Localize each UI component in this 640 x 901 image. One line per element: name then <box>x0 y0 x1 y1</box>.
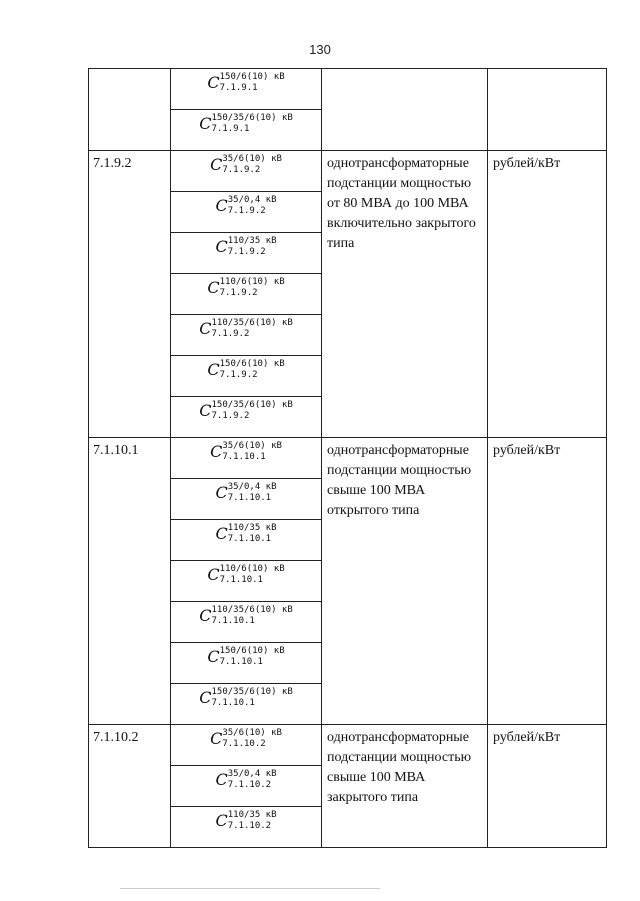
formula-cell <box>171 643 322 684</box>
rate-formula <box>199 113 293 135</box>
formula-scripts <box>222 154 282 176</box>
rate-formula <box>215 810 276 832</box>
formula-cell <box>171 684 322 725</box>
item-description: однотрансформаторные подстанции мощностью свыше 100 МВА закрытого типа <box>322 725 488 848</box>
formula-symbol: C <box>210 729 223 748</box>
formula-cell <box>171 151 322 192</box>
formula-symbol: C <box>207 278 220 297</box>
formula-subscript: 7.1.9.2 <box>227 206 266 216</box>
item-code <box>89 69 171 151</box>
item-description: однотрансформаторные подстанции мощностью от 80 МВА до 100 МВА включительно закрытого типа <box>322 151 488 438</box>
formula-subscript: 7.1.9.1 <box>211 124 250 134</box>
formula-superscript: 110/35 кВ <box>227 236 277 246</box>
formula-superscript: 110/35/6(10) кВ <box>211 318 293 328</box>
formula-symbol: C <box>215 524 228 543</box>
item-unit: рублей/кВт <box>488 725 607 848</box>
formula-subscript: 7.1.9.2 <box>219 370 258 380</box>
formula-subscript: 7.1.9.2 <box>222 165 261 175</box>
formula-subscript: 7.1.10.1 <box>227 534 272 544</box>
formula-subscript: 7.1.9.2 <box>211 329 250 339</box>
formula-symbol: C <box>215 237 228 256</box>
rate-formula <box>199 400 293 422</box>
formula-superscript: 35/6(10) кВ <box>222 728 282 738</box>
formula-symbol: C <box>210 155 223 174</box>
formula-scripts <box>222 441 282 463</box>
formula-superscript: 150/35/6(10) кВ <box>211 113 293 123</box>
formula-scripts <box>228 195 277 217</box>
formula-superscript: 35/0,4 кВ <box>227 195 277 205</box>
item-code: 7.1.9.2 <box>89 151 171 438</box>
table-row <box>89 438 607 479</box>
formula-scripts <box>220 277 285 299</box>
rate-formula <box>199 318 293 340</box>
formula-symbol: C <box>207 73 220 92</box>
formula-superscript: 35/6(10) кВ <box>222 441 282 451</box>
formula-scripts <box>220 72 285 94</box>
formula-superscript: 150/6(10) кВ <box>219 646 285 656</box>
formula-superscript: 110/6(10) кВ <box>219 277 285 287</box>
formula-superscript: 150/35/6(10) кВ <box>211 400 293 410</box>
formula-superscript: 150/35/6(10) кВ <box>211 687 293 697</box>
formula-scripts <box>228 482 277 504</box>
formula-subscript: 7.1.10.1 <box>219 657 263 667</box>
formula-subscript: 7.1.10.1 <box>211 698 255 708</box>
formula-symbol: C <box>199 401 212 420</box>
formula-cell <box>171 520 322 561</box>
rate-formula <box>207 277 284 299</box>
formula-subscript: 7.1.9.2 <box>211 411 250 421</box>
formula-scripts <box>220 564 285 586</box>
formula-superscript: 110/6(10) кВ <box>219 564 285 574</box>
rate-formula <box>199 687 293 709</box>
formula-subscript: 7.1.9.2 <box>219 288 258 298</box>
rate-formula <box>207 564 284 586</box>
item-description <box>322 69 488 151</box>
table-row <box>89 151 607 192</box>
formula-cell <box>171 397 322 438</box>
rate-formula <box>210 154 282 176</box>
formula-cell <box>171 807 322 848</box>
formula-superscript: 110/35 кВ <box>227 523 277 533</box>
item-unit: рублей/кВт <box>488 438 607 725</box>
formula-subscript: 7.1.9.1 <box>219 83 258 93</box>
formula-superscript: 150/6(10) кВ <box>219 72 285 82</box>
formula-superscript: 35/0,4 кВ <box>227 769 277 779</box>
formula-scripts <box>228 236 277 258</box>
formula-superscript: 110/35 кВ <box>227 810 277 820</box>
formula-scripts <box>211 400 292 422</box>
table-row <box>89 725 607 766</box>
formula-symbol: C <box>199 319 212 338</box>
rate-formula <box>210 441 282 463</box>
formula-superscript: 35/0,4 кВ <box>227 482 277 492</box>
formula-symbol: C <box>207 647 220 666</box>
formula-cell <box>171 274 322 315</box>
formula-superscript: 150/6(10) кВ <box>219 359 285 369</box>
item-unit: рублей/кВт <box>488 151 607 438</box>
formula-cell <box>171 315 322 356</box>
formula-symbol: C <box>215 483 228 502</box>
formula-cell <box>171 192 322 233</box>
formula-cell <box>171 725 322 766</box>
rate-formula <box>215 523 276 545</box>
formula-subscript: 7.1.10.2 <box>227 780 272 790</box>
formula-symbol: C <box>199 114 212 133</box>
formula-scripts <box>220 646 285 668</box>
formula-scripts <box>211 605 292 627</box>
formula-scripts <box>220 359 285 381</box>
formula-scripts <box>211 687 292 709</box>
formula-subscript: 7.1.9.2 <box>227 247 266 257</box>
formula-cell <box>171 69 322 110</box>
rate-formula <box>207 359 284 381</box>
formula-subscript: 7.1.10.2 <box>222 739 266 749</box>
formula-cell <box>171 561 322 602</box>
rate-formula <box>215 482 276 504</box>
table-body <box>89 69 607 848</box>
formula-superscript: 35/6(10) кВ <box>222 154 282 164</box>
formula-cell <box>171 766 322 807</box>
rate-formula <box>215 236 276 258</box>
rate-formula <box>207 646 284 668</box>
formula-symbol: C <box>199 688 212 707</box>
formula-subscript: 7.1.10.2 <box>227 821 272 831</box>
rate-formula <box>210 728 282 750</box>
formula-cell <box>171 356 322 397</box>
tariff-table <box>88 68 607 848</box>
formula-symbol: C <box>215 811 228 830</box>
formula-scripts <box>228 769 277 791</box>
table-row <box>89 69 607 110</box>
formula-cell <box>171 602 322 643</box>
rate-formula <box>207 72 284 94</box>
formula-subscript: 7.1.10.1 <box>219 575 263 585</box>
formula-subscript: 7.1.10.1 <box>222 452 266 462</box>
item-code: 7.1.10.2 <box>89 725 171 848</box>
formula-cell <box>171 233 322 274</box>
formula-scripts <box>211 318 292 340</box>
formula-scripts <box>222 728 282 750</box>
page-number: 130 <box>309 42 331 57</box>
formula-symbol: C <box>215 196 228 215</box>
formula-symbol: C <box>210 442 223 461</box>
footer-rule <box>120 888 380 889</box>
formula-subscript: 7.1.10.1 <box>227 493 272 503</box>
formula-scripts <box>211 113 292 135</box>
formula-superscript: 110/35/6(10) кВ <box>211 605 293 615</box>
formula-scripts <box>228 810 277 832</box>
rate-formula <box>199 605 293 627</box>
item-unit <box>488 69 607 151</box>
formula-scripts <box>228 523 277 545</box>
formula-symbol: C <box>199 606 212 625</box>
formula-cell <box>171 110 322 151</box>
item-description: однотрансформаторные подстанции мощностью свыше 100 МВА открытого типа <box>322 438 488 725</box>
formula-cell <box>171 438 322 479</box>
formula-symbol: C <box>215 770 228 789</box>
formula-cell <box>171 479 322 520</box>
formula-symbol: C <box>207 360 220 379</box>
item-code: 7.1.10.1 <box>89 438 171 725</box>
formula-symbol: C <box>207 565 220 584</box>
rate-formula <box>215 195 276 217</box>
rate-formula <box>215 769 276 791</box>
formula-subscript: 7.1.10.1 <box>211 616 255 626</box>
